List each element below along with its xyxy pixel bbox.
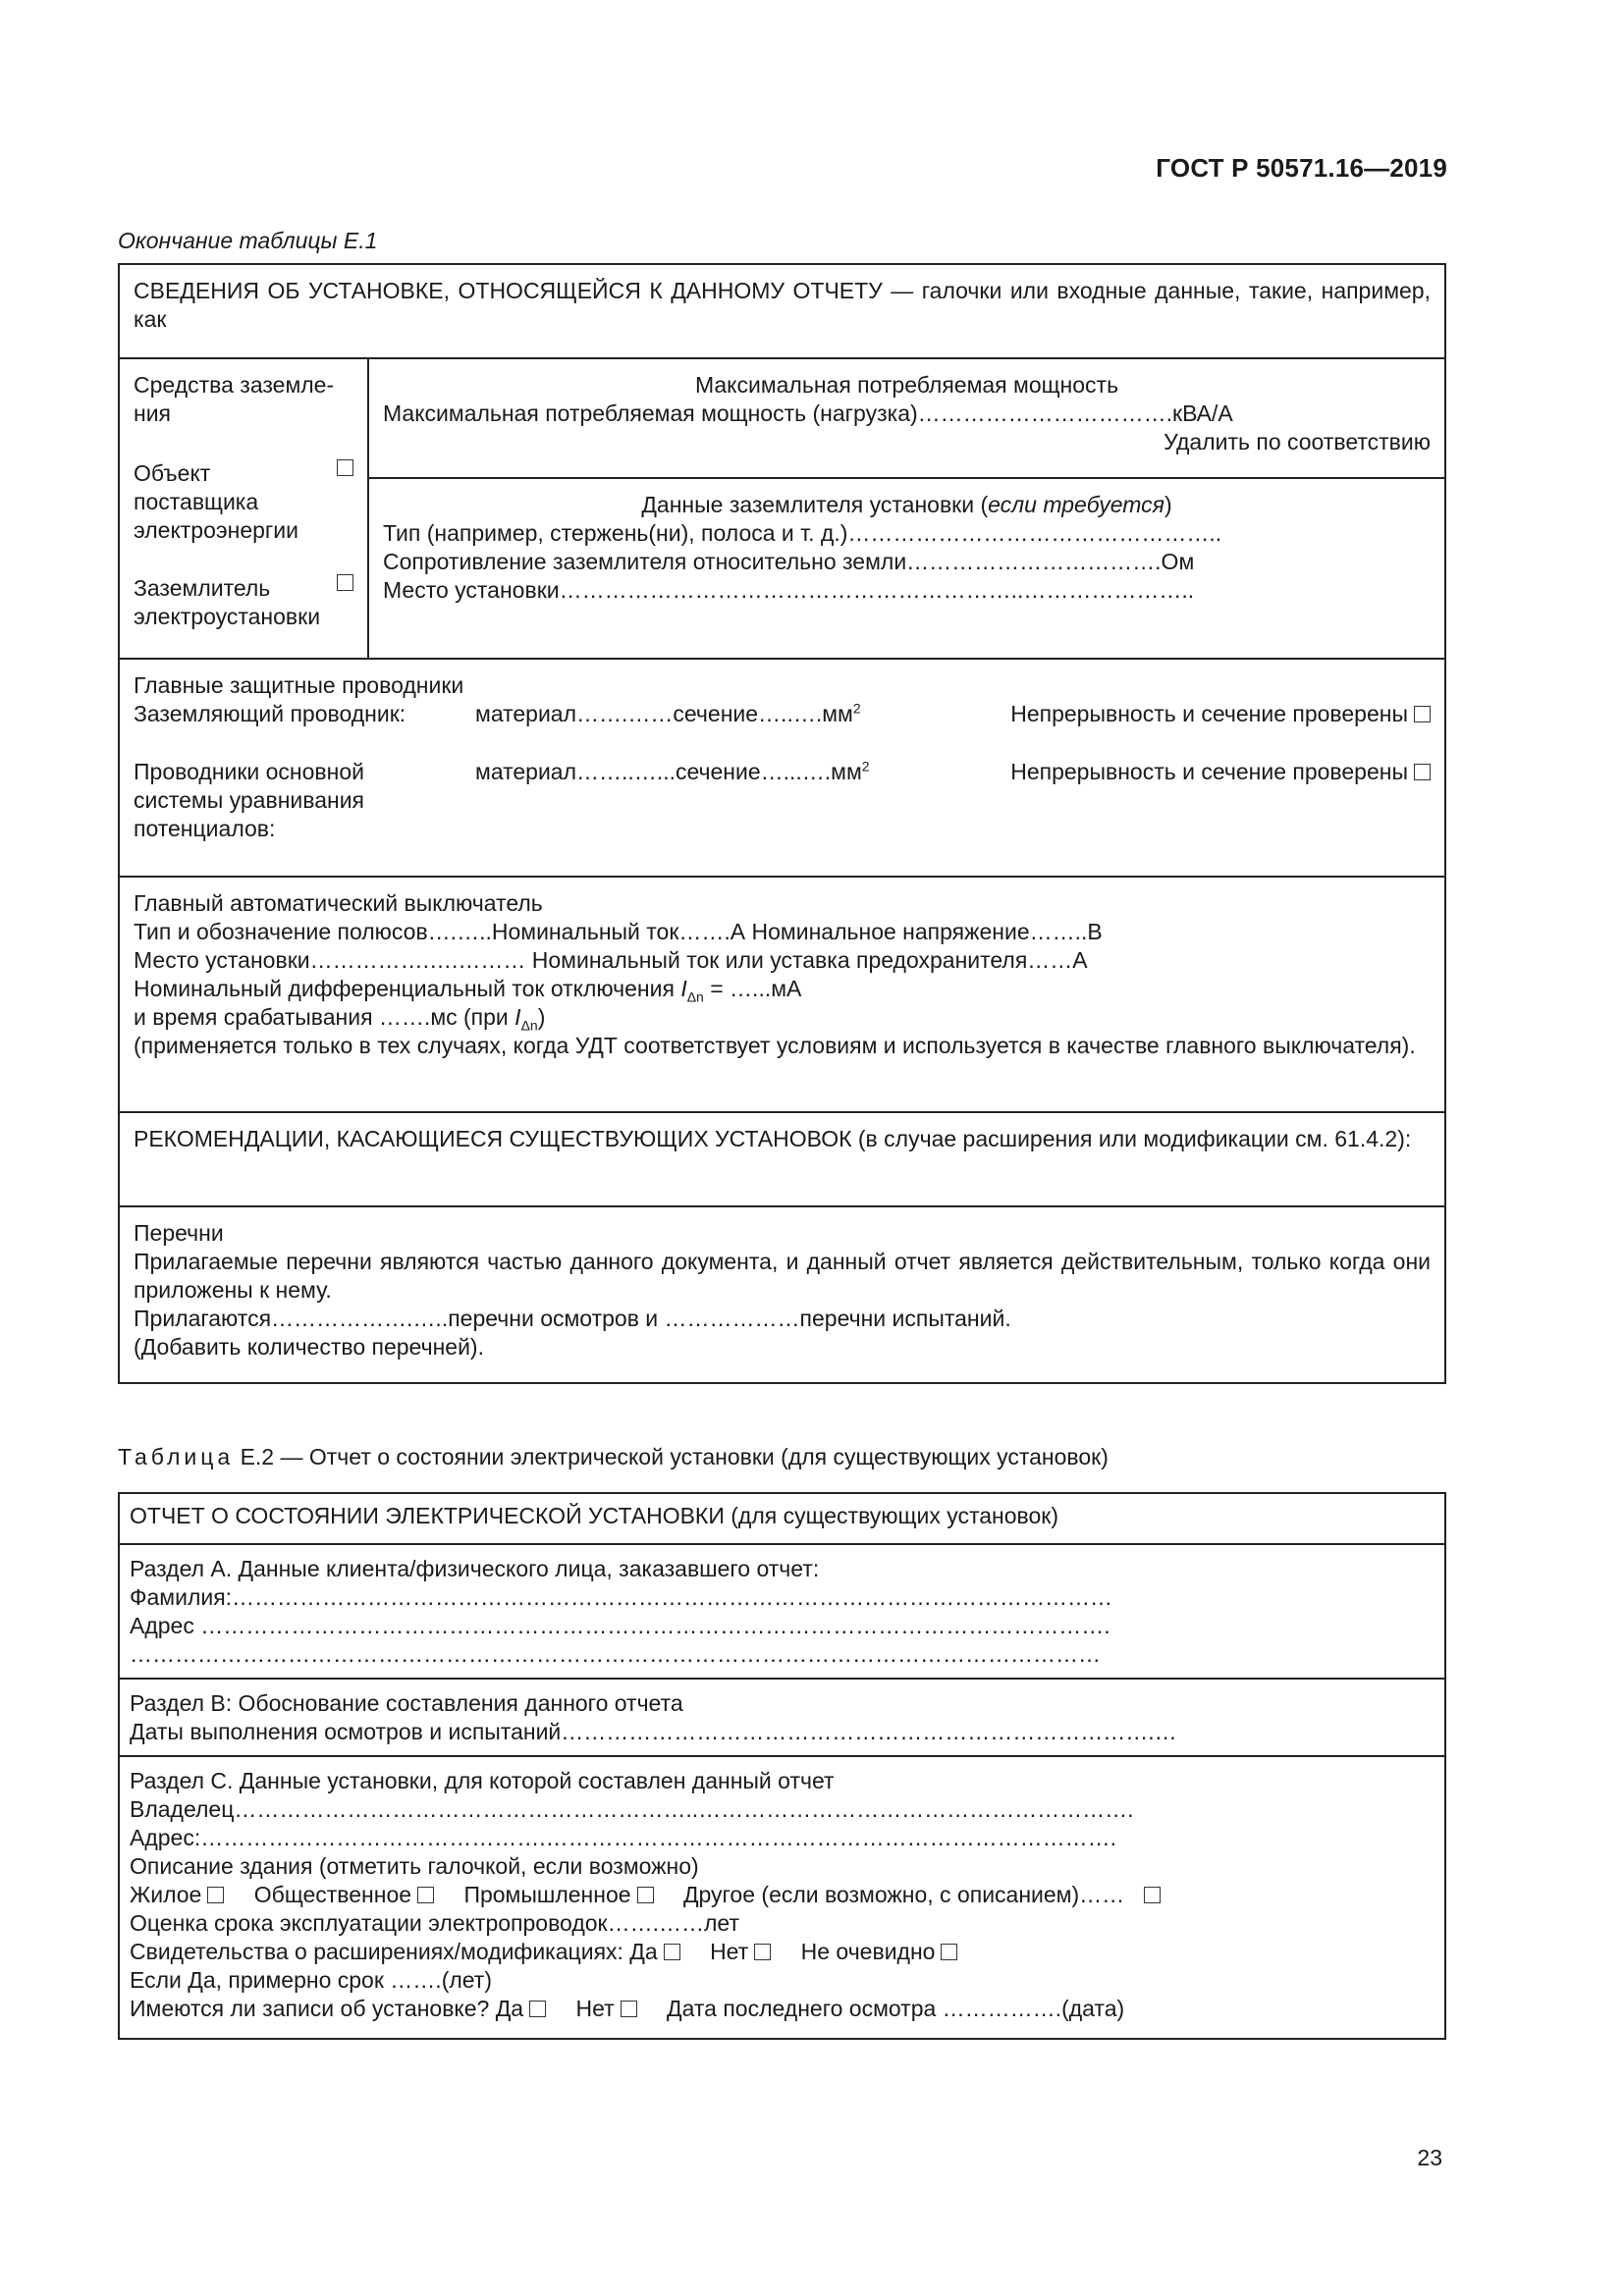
bonding-conductors-material: [475, 758, 952, 786]
mm2-superscript: 2: [852, 700, 861, 717]
bonding-label-line3: потенциалов:: [134, 816, 276, 841]
table-e2: [118, 1492, 1446, 2040]
demand-and-electrode-cell: [369, 359, 1444, 658]
industrial-checkbox[interactable]: [637, 1887, 654, 1903]
installation-records-line: [130, 1995, 1435, 2023]
public-option: [254, 1882, 434, 1907]
recommendations-row: РЕКОМЕНДАЦИИ, КАСАЮЩИЕСЯ СУЩЕСТВУЮЩИХ УСТАНОВОК (в случае расширения или модификации см. 61.4.2):: [120, 1111, 1444, 1205]
alterations-age-line: Если Да, примерно срок …….(лет): [130, 1967, 492, 1993]
main-switch-location-line: Место установки…………….….……… Номинальный ток или уставка предохранителя……А: [134, 947, 1088, 973]
supplier-facility-checkbox[interactable]: [337, 459, 353, 476]
earthing-title-line2: ния: [134, 400, 172, 426]
earthing-title-line1: Средства заземле-: [134, 372, 335, 398]
residential-checkbox[interactable]: [207, 1887, 224, 1903]
installation-info-heading: СВЕДЕНИЯ ОБ УСТАНОВКЕ, ОТНОСЯЩЕЙСЯ К ДАННОМУ ОТЧЕТУ — галочки или входные данные, такие, например, как: [134, 278, 1431, 332]
operating-time-subscript: Δn: [520, 1017, 538, 1034]
installation-electrode-label: Заземлитель: [134, 575, 271, 601]
section-b-title: Раздел В: Обоснование составления данного отчета: [130, 1690, 683, 1716]
industrial-option: [463, 1882, 653, 1907]
schedules-text: Прилагаемые перечни являются частью данного документа, и данный отчет является действительным, только когда они приложены к нему.: [134, 1249, 1431, 1303]
electrode-title-prefix: Данные заземлителя установки (: [641, 492, 989, 517]
table-e2-caption: [118, 1444, 1109, 1470]
schedules-note: (Добавить количество перечней).: [134, 1334, 484, 1360]
main-switch-row: [120, 876, 1444, 1111]
residual-current-symbol: I: [680, 976, 687, 1001]
earth-electrode-title: [383, 491, 1431, 519]
earthing-material-text: материал…….……сечение…..….мм: [475, 701, 853, 726]
alterations-not-obvious-checkbox[interactable]: [941, 1944, 957, 1960]
last-inspection-date: Дата последнего осмотра …………….(дата): [667, 1996, 1125, 2021]
earthing-conductor-line: [134, 700, 1431, 728]
wiring-age-line: Оценка срока эксплуатации электропроводок…….……лет: [130, 1910, 739, 1936]
residual-current-prefix: Номинальный дифференциальный ток отключения: [134, 976, 681, 1001]
electrode-type-line: Тип (например, стержень(ни), полоса и т. д.)…………………………………………..: [383, 520, 1222, 546]
earthing-continuity-checkbox[interactable]: [1414, 706, 1431, 722]
installation-electrode-checkbox[interactable]: [337, 574, 353, 591]
inspection-dates-line: Даты выполнения осмотров и испытаний…………………………………………………………………….…: [130, 1719, 1177, 1744]
section-c-title: Раздел С. Данные установки, для которой составлен данный отчет: [130, 1768, 835, 1793]
earthing-row: [120, 357, 1444, 658]
table-e2-title-rest: Е.2 — Отчет о состоянии электрической установки (для существующих установок): [234, 1444, 1109, 1469]
main-switch-time-line: [134, 1003, 1431, 1032]
report-title-row: [120, 1494, 1444, 1543]
industrial-label: Промышленное: [463, 1882, 631, 1907]
installation-electrode-line2: электроустановки: [134, 604, 321, 629]
schedules-title: Перечни: [134, 1220, 224, 1246]
client-address-extra-line: …………………………………………………………………………………………………………………: [130, 1641, 1101, 1667]
earthing-conductor-material: [475, 700, 952, 728]
public-checkbox[interactable]: [417, 1887, 434, 1903]
earthing-conductor-label: Заземляющий проводник:: [134, 701, 406, 726]
residential-option: [130, 1882, 224, 1907]
earthing-continuity-label: Непрерывность и сечение проверены: [1010, 701, 1408, 726]
table-e1-continuation-caption: Окончание таблицы Е.1: [118, 228, 378, 253]
earth-electrode-section: [369, 477, 1444, 616]
other-label: Другое (если возможно, с описанием)……: [682, 1882, 1125, 1907]
public-label: Общественное: [253, 1882, 412, 1907]
maximum-demand-line: Максимальная потребляемая мощность (нагрузка)…………………………….кВА/А: [383, 400, 1233, 426]
maximum-demand-title: Максимальная потребляемая мощность: [694, 372, 1119, 398]
alterations-yes-checkbox[interactable]: [664, 1944, 680, 1960]
client-surname-line: Фамилия:………………………………………………………………………………………………………: [130, 1584, 1113, 1610]
main-switch-residual-current-line: [134, 975, 1431, 1003]
operating-time-symbol: I: [514, 1004, 521, 1030]
supplier-facility-line3: электроэнергии: [134, 517, 298, 543]
bonding-continuity-label: Непрерывность и сечение проверены: [1010, 759, 1408, 784]
schedules-attached: Прилагаются……………….…..перечни осмотров и ………………перечни испытаний.: [134, 1306, 1011, 1331]
page-number: 23: [1417, 2145, 1442, 2170]
operating-time-prefix: и время срабатывания …….мс (при: [134, 1004, 515, 1030]
other-option: [683, 1882, 1161, 1907]
report-title-rest: (для существующих установок): [724, 1503, 1058, 1528]
electrode-title-italic: если требуется: [988, 492, 1164, 517]
other-checkbox[interactable]: [1144, 1887, 1161, 1903]
supplier-facility-line2: поставщика: [134, 489, 259, 514]
residual-current-suffix: = …...мА: [703, 976, 802, 1001]
records-label: Имеются ли записи об установке? Да: [130, 1996, 524, 2021]
bonding-continuity-check: [952, 758, 1431, 786]
main-protective-conductors-row: [120, 658, 1444, 876]
section-b-row: [120, 1678, 1444, 1755]
alterations-no-checkbox[interactable]: [754, 1944, 771, 1960]
schedules-row: [120, 1205, 1444, 1382]
bonding-material-text: материал……..…...сечение…...….мм: [475, 759, 862, 784]
section-a-title: Раздел А. Данные клиента/физического лица, заказавшего отчет:: [130, 1556, 820, 1581]
building-description-line: Описание здания (отметить галочкой, если возможно): [130, 1853, 699, 1879]
building-type-options: [130, 1881, 1435, 1909]
alterations-evidence-line: [130, 1938, 1435, 1966]
report-title-caps: ОТЧЕТ О СОСТОЯНИИ ЭЛЕКТРИЧЕСКОЙ УСТАНОВКИ: [130, 1503, 725, 1528]
section-c-row: [120, 1755, 1444, 2038]
alterations-not-obvious-label: Не очевидно: [800, 1939, 936, 1964]
bonding-continuity-checkbox[interactable]: [1414, 764, 1431, 780]
alterations-no-label: Нет: [710, 1939, 749, 1964]
bonding-label-line2: системы уравнивания: [134, 787, 364, 813]
alterations-label: Свидетельства о расширениях/модификациях: Да: [130, 1939, 658, 1964]
records-yes-checkbox[interactable]: [529, 2001, 546, 2017]
main-switch-title: Главный автоматический выключатель: [134, 890, 543, 916]
residual-current-subscript: Δn: [686, 988, 704, 1005]
electrode-resistance-line: Сопротивление заземлителя относительно земли…………………………….Ом: [383, 549, 1195, 574]
supplier-facility-label: Объект: [134, 460, 211, 486]
table-e1: [118, 263, 1446, 1384]
earthing-arrangements-cell: [120, 359, 369, 658]
table-word: Таблица: [118, 1444, 235, 1469]
bonding-conductors-label: [134, 758, 475, 843]
earthing-continuity-check: [952, 700, 1431, 728]
client-address-line: Адрес ………………………………………………………………………………………………………….: [130, 1613, 1110, 1638]
main-switch-poles-line: Тип и обозначение полюсов….…..Номинальный ток…….А Номинальное напряжение……..В: [134, 919, 1103, 944]
owner-line: Владелец……………………………………………………..………………………………………………….: [130, 1796, 1134, 1822]
bonding-label-line1: Проводники основной: [134, 759, 364, 784]
main-switch-note: (применяется только в тех случаях, когда УДТ соответствует условиям и используется в качестве главного выключателя).: [134, 1033, 1416, 1058]
electrode-title-suffix: ): [1164, 492, 1172, 517]
installation-address-line: Адрес:……………………………………….………………………………………………………………….: [130, 1825, 1117, 1850]
delete-as-appropriate-note: Удалить по соответствию: [1164, 429, 1431, 454]
records-no-checkbox[interactable]: [621, 2001, 637, 2017]
section-a-row: [120, 1543, 1444, 1678]
document-id: ГОСТ Р 50571.16—2019: [1156, 153, 1447, 183]
operating-time-suffix: ): [537, 1004, 546, 1030]
electrode-location-line: Место установки……………………………………………………..…………………..: [383, 577, 1195, 603]
records-no-label: Нет: [575, 1996, 615, 2021]
maximum-demand-section: [369, 359, 1444, 477]
protective-conductors-title: Главные защитные проводники: [134, 672, 464, 698]
bonding-conductors-line: [134, 758, 1431, 843]
mm2-superscript: 2: [861, 758, 870, 774]
residential-label: Жилое: [130, 1882, 202, 1907]
